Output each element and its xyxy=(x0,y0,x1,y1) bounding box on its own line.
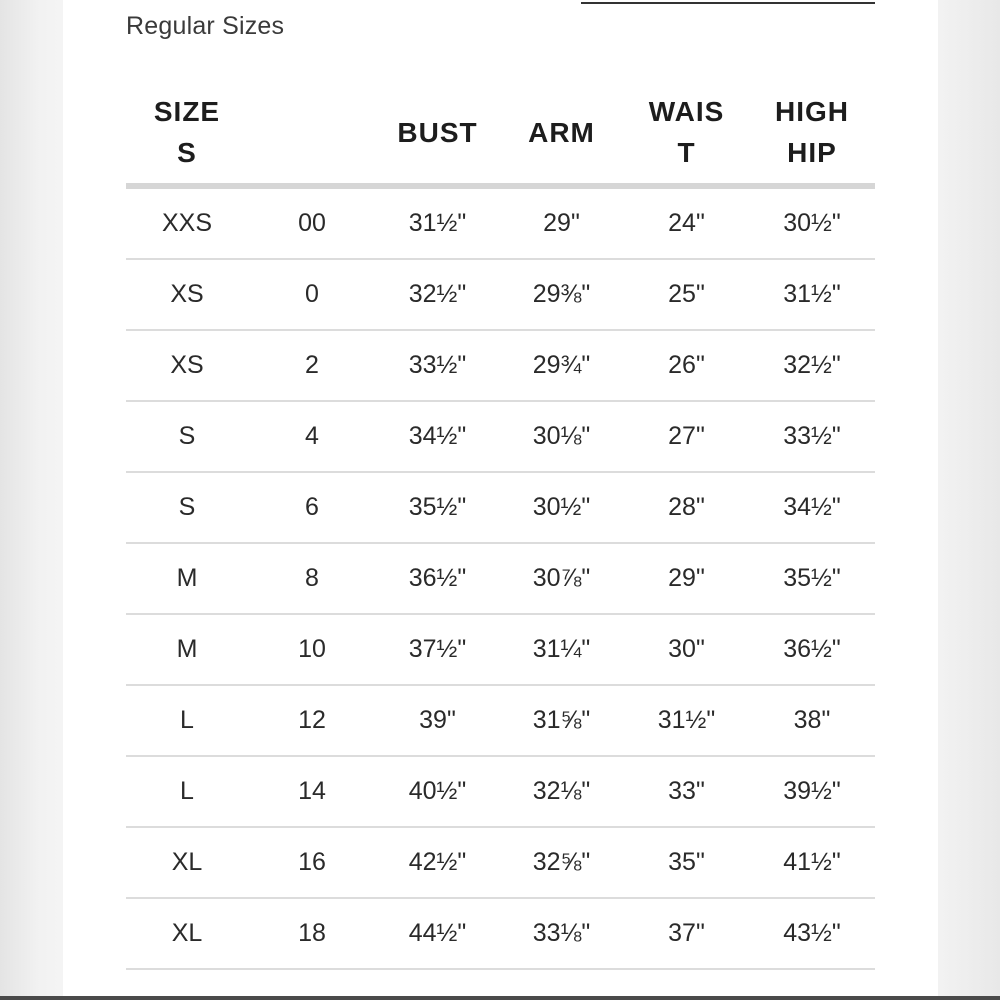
table-row xyxy=(126,544,875,615)
cell-high-hip: 36½" xyxy=(783,635,841,663)
cell-arm: 29⅜" xyxy=(532,280,591,308)
cell-arm: 30⅛" xyxy=(532,422,591,450)
cell-bust: 37½" xyxy=(408,635,467,663)
cell-numeric-size: 12 xyxy=(298,706,326,734)
cell-letter-size: L xyxy=(180,777,194,805)
size-guide-link[interactable] xyxy=(581,0,875,4)
cell-bust: 36½" xyxy=(408,564,467,592)
table-row xyxy=(126,615,875,686)
table-row xyxy=(126,260,875,331)
cell-high-hip: 31½" xyxy=(783,280,841,308)
cell-numeric-size: 00 xyxy=(298,209,326,237)
cell-arm: 31¼" xyxy=(532,635,591,663)
bottom-edge xyxy=(0,996,1000,1000)
table-row xyxy=(126,189,875,260)
cell-high-hip: 38" xyxy=(793,706,831,734)
cell-bust: 40½" xyxy=(408,777,467,805)
cell-bust: 31½" xyxy=(408,209,467,237)
header-high-hip: HIGH HIP xyxy=(775,96,849,168)
table-row xyxy=(126,899,875,970)
table-row xyxy=(126,757,875,828)
cell-arm: 32⅛" xyxy=(532,777,591,805)
cell-bust: 39" xyxy=(419,706,456,734)
cell-letter-size: XS xyxy=(170,351,204,379)
size-chart-sheet xyxy=(63,0,938,996)
cell-high-hip: 30½" xyxy=(783,209,841,237)
cell-arm: 32⅝" xyxy=(532,848,591,876)
cell-letter-size: M xyxy=(176,564,198,592)
cell-letter-size: XS xyxy=(170,280,204,308)
cell-high-hip: 32½" xyxy=(783,351,841,379)
header-numeric-size xyxy=(248,80,376,184)
cell-arm: 30½" xyxy=(532,493,591,521)
cell-arm: 29¾" xyxy=(532,351,591,379)
cell-waist: 37" xyxy=(668,919,705,947)
cell-bust: 32½" xyxy=(408,280,467,308)
cell-waist: 30" xyxy=(668,635,705,663)
cell-high-hip: 34½" xyxy=(783,493,841,521)
cell-waist: 35" xyxy=(668,848,705,876)
header-waist: WAIS T xyxy=(648,96,725,168)
cell-arm: 31⅝" xyxy=(532,706,591,734)
header-bust: BUST xyxy=(397,116,478,148)
table-row xyxy=(126,473,875,544)
cell-waist: 25" xyxy=(668,280,705,308)
cell-high-hip: 33½" xyxy=(783,422,841,450)
header-arm: ARM xyxy=(528,116,595,148)
cell-letter-size: XL xyxy=(171,848,203,876)
cell-high-hip: 43½" xyxy=(783,919,841,947)
cell-letter-size: L xyxy=(180,706,194,734)
cell-letter-size: XXS xyxy=(161,209,213,237)
cell-waist: 24" xyxy=(668,209,705,237)
cell-numeric-size: 6 xyxy=(305,493,319,521)
cell-bust: 42½" xyxy=(408,848,467,876)
cell-waist: 27" xyxy=(668,422,705,450)
cell-bust: 35½" xyxy=(408,493,467,521)
cell-numeric-size: 14 xyxy=(298,777,326,805)
size-table-body xyxy=(126,189,875,970)
cell-waist: 33" xyxy=(668,777,705,805)
cell-arm: 30⅞" xyxy=(532,564,591,592)
cell-numeric-size: 2 xyxy=(305,351,319,379)
cell-bust: 44½" xyxy=(408,919,467,947)
cell-numeric-size: 18 xyxy=(298,919,326,947)
cell-bust: 33½" xyxy=(408,351,467,379)
cell-letter-size: S xyxy=(178,422,196,450)
cell-arm: 33⅛" xyxy=(532,919,591,947)
cell-numeric-size: 0 xyxy=(305,280,319,308)
cell-waist: 28" xyxy=(668,493,705,521)
cell-letter-size: M xyxy=(176,635,198,663)
cell-waist: 31½" xyxy=(657,706,716,734)
cell-numeric-size: 4 xyxy=(305,422,319,450)
table-row xyxy=(126,402,875,473)
cell-high-hip: 39½" xyxy=(783,777,841,805)
cell-arm: 29" xyxy=(543,209,580,237)
cell-numeric-size: 10 xyxy=(298,635,326,663)
cell-waist: 26" xyxy=(668,351,705,379)
cell-numeric-size: 16 xyxy=(298,848,326,876)
table-row xyxy=(126,331,875,402)
cell-letter-size: S xyxy=(178,493,196,521)
cell-high-hip: 35½" xyxy=(783,564,841,592)
table-header-row xyxy=(126,80,875,184)
cell-bust: 34½" xyxy=(408,422,467,450)
cell-numeric-size: 8 xyxy=(305,564,319,592)
table-row xyxy=(126,828,875,899)
section-title: Regular Sizes xyxy=(126,12,285,40)
cell-high-hip: 41½" xyxy=(783,848,841,876)
cell-letter-size: XL xyxy=(171,919,203,947)
table-row xyxy=(126,686,875,757)
cell-waist: 29" xyxy=(668,564,705,592)
header-sizes: SIZE S xyxy=(153,96,221,168)
